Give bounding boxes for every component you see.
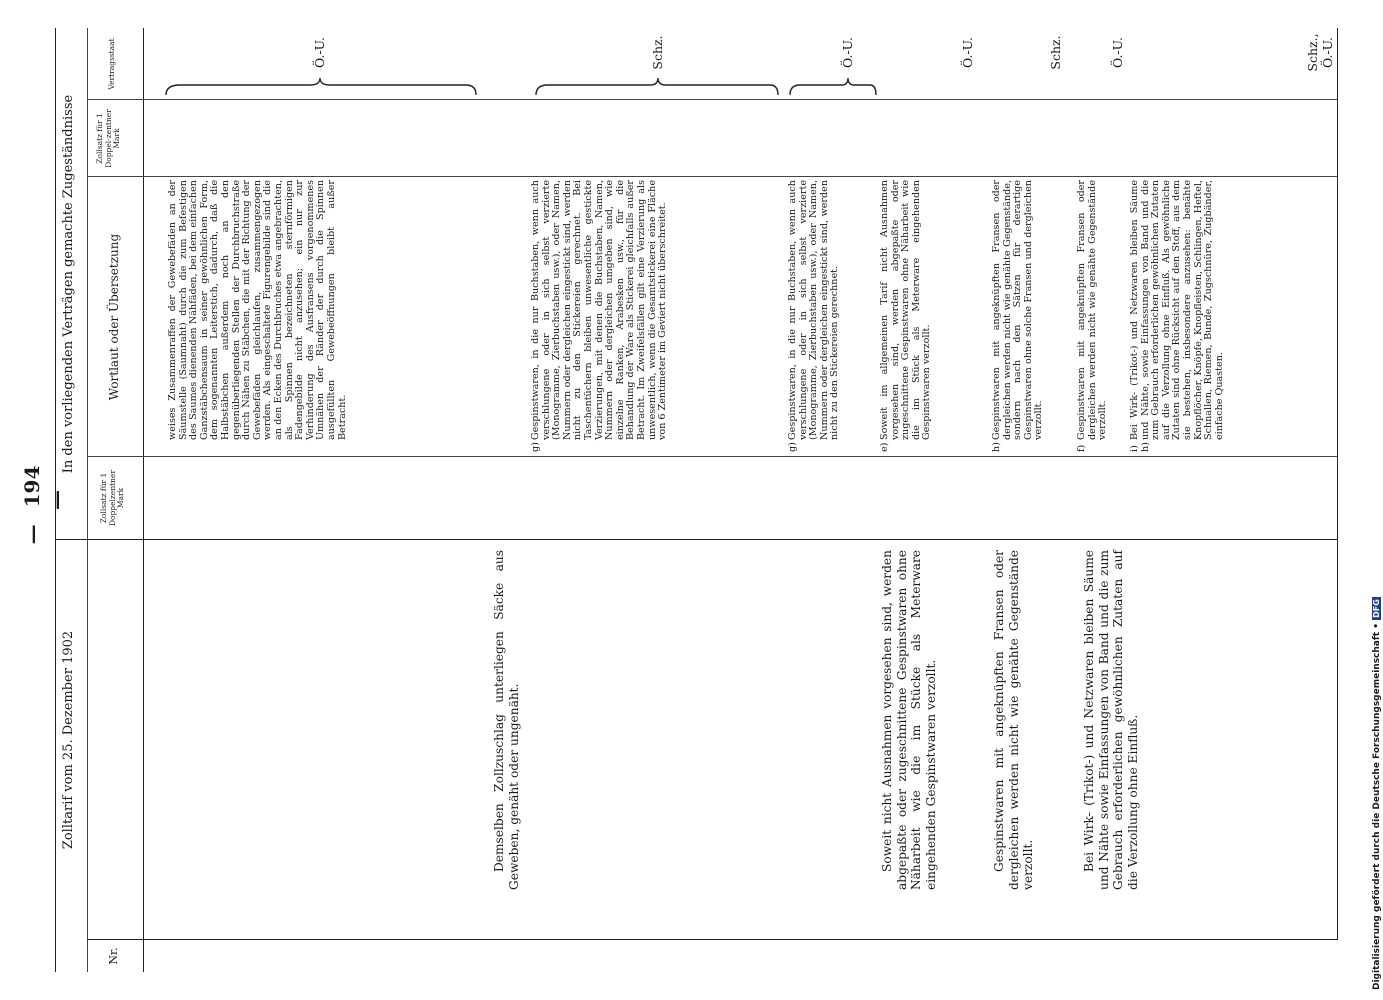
concession-item-4: e) Soweit im allgemeinen Tarif nicht Ausnahmen vorgesehen sind, werden abgepaßte oder zugeschnittene Gespinstwaren ohne Näharbeit wie die im Stück als Meterware eingehenden Gespinstwaren verzollt. — [879, 180, 933, 452]
concession-item-1: weises Zusammenraffen der Gewebefäden an der Säumstelle (Saumnaht) durch die zum Befestigen des Saumes dienenden Nähfäden, bei dem einfachen Ganzstäbchensaum in seiner gewöhnlichen Form, dem sogenannten Leiterstich, dadurch, daß die Halbstäbchen außerdem noch an den gegenüberliegenden Stellen der Durchbruchstraße durch Nähen zu Stäbchen, die mit der Richtung der Gewebefäden gleichlaufen, zusammengezogen werden. Als eingeschaltete Figurengebilde sind die an den Ecken des Durchbruches etwa angebrachten, als Spinnen bezeichneten sternförmigen Fadengebilde nicht anzusehen; ein nur zur Verhinderung des Ausfransens vorgenommenes Umnähen der Ränder der durch die Spinnen ausgefüllten Gewebeöffnungen bleibt außer Betracht. — [167, 180, 348, 440]
state-label-4: Ö.-U. — [960, 36, 975, 69]
concession-item-5: h) Gespinstwaren mit angeknüpften Fransen oder dergleichen werden nicht wie genähte Gegenstände, sondern nach den Sätzen für derartige Gespinstwaren ohne solche Fransen und dergleichen verzollt. — [991, 180, 1045, 452]
concession-item-7: i) h) Bei Wirk- (Trikot-) und Netzwaren bleiben Säume und Nähte, sowie Einfassungen von Band und die zum Gebrauch erforderlichen gewöhnlichen Zutaten auf die Verzollung ohne Einfluß. Als gewöhnliche Zutaten sind ohne Rücksicht auf den Stoff, aus dem sie bestehen, insbesondere anzusehen: benähte Knopflöcher, Knöpfe, Knopfleisten, Schlingen, Heftel, Schnallen, Riemen, Bunde, Zugschnüre, Zugbänder, einfache Quasten. — [1129, 180, 1225, 452]
state-label-2: Schz. — [650, 35, 665, 70]
concession-item-2: g) Gespinstwaren, in die nur Buchstaben, wenn auch verschlungene oder in sich selbst verzierte (Monogramme, Zierbuchstaben usw.), oder Namen, Nummern oder dergleichen eingestickt sind, werden nicht zu den Stickereien gerechnet. Bei Taschentüchern bleiben unwesentliche gestickte Verzierungen, mit denen die Buchstaben, Namen, Nummern oder dergleichen umgeben sind, wie einzelne Ranken, Arabesken usw., für die Behandlung der Ware als Stickerei gleichfalls außer Betracht. Im Zweifelsfällen gilt eine Verzierung als unwesentlich, wenn die Gesamtstickerei eine Fläche von 6 Zentimeter im Geviert nicht überschreitet. — [530, 180, 669, 452]
digitization-credit: Digitalisierung gefördert durch die Deutsche Forschungsgemeinschaft • DFG — [1372, 599, 1382, 990]
header-left-title: Zolltarif vom 25. Dezember 1902 — [61, 630, 76, 850]
tariff-paragraph-1: Demselben Zollzuschlag unterliegen Säcke aus Geweben, genäht oder ungenäht. — [492, 550, 521, 890]
brace-3 — [790, 78, 876, 95]
dash-left: — — [20, 524, 44, 545]
state-label-3: Ö.-U. — [840, 36, 855, 69]
tariff-paragraph-3: Gespinstwaren mit angeknüpften Fransen oder dergleichen werden nicht wie genähte Gegenstände verzollt. — [992, 550, 1035, 890]
dfg-logo: DFG — [1372, 599, 1381, 618]
col-header-vertragsstaat: Vertragsstaat — [107, 38, 116, 90]
col-header-nr: Nr. — [107, 947, 120, 965]
tariff-paragraph-4: Bei Wirk- (Trikot-) und Netzwaren bleiben Säume und Nähte sowie Einfassungen von Band und die zum Gebrauch erforderlichen gewöhnlichen Zutaten auf die Verzollung ohne Einfluß. — [1082, 550, 1140, 890]
state-label-5: Schz. — [1048, 35, 1063, 70]
state-label-6: Ö.-U. — [1110, 36, 1125, 69]
brace-1 — [166, 78, 476, 95]
dash-right: — — [44, 490, 68, 510]
col-header-zollsatz: Zollsatz für 1 Doppelzentner Mark — [99, 469, 126, 527]
tariff-paragraph-2: Soweit nicht Ausnahmen vorgesehen sind, werden abgepaßte oder zugeschnittene Gespinstwaren ohne Näharbeit wie die im Stücke als Meterware eingehenden Gespinstwaren verzollt. — [880, 550, 938, 890]
brace-2 — [536, 78, 778, 95]
state-label-7: Schz., Ö.-U. — [1305, 33, 1335, 72]
col-header-zollsatz2: Zollsatz für 1 Doppel-zentner Mark — [95, 109, 122, 168]
concession-item-3: g) Gespinstwaren, in die nur Buchstaben, wenn auch verschlungene oder in sich selbst verzierte (Monogramme, Zierbuchstaben usw.), oder Namen, Nummern oder dergleichen eingestickt sind, werden nicht zu den Stickereien gerechnet. — [787, 180, 841, 452]
col-header-wortlaut: Wortlaut oder Übersetzung — [107, 233, 121, 401]
credit-text: Digitalisierung gefördert durch die Deutsche Forschungsgemeinschaft — [1372, 631, 1382, 990]
header-right-title: In den vorliegenden Verträgen gemachte Zugeständnisse — [61, 94, 76, 474]
concession-item-6: f) Gespinstwaren mit angeknüpften Fransen oder dergleichen werden nicht wie genähte Gegenstände verzollt. — [1076, 180, 1109, 452]
page-number: 194 — [20, 465, 44, 508]
state-label-1: Ö.-U. — [312, 36, 327, 69]
